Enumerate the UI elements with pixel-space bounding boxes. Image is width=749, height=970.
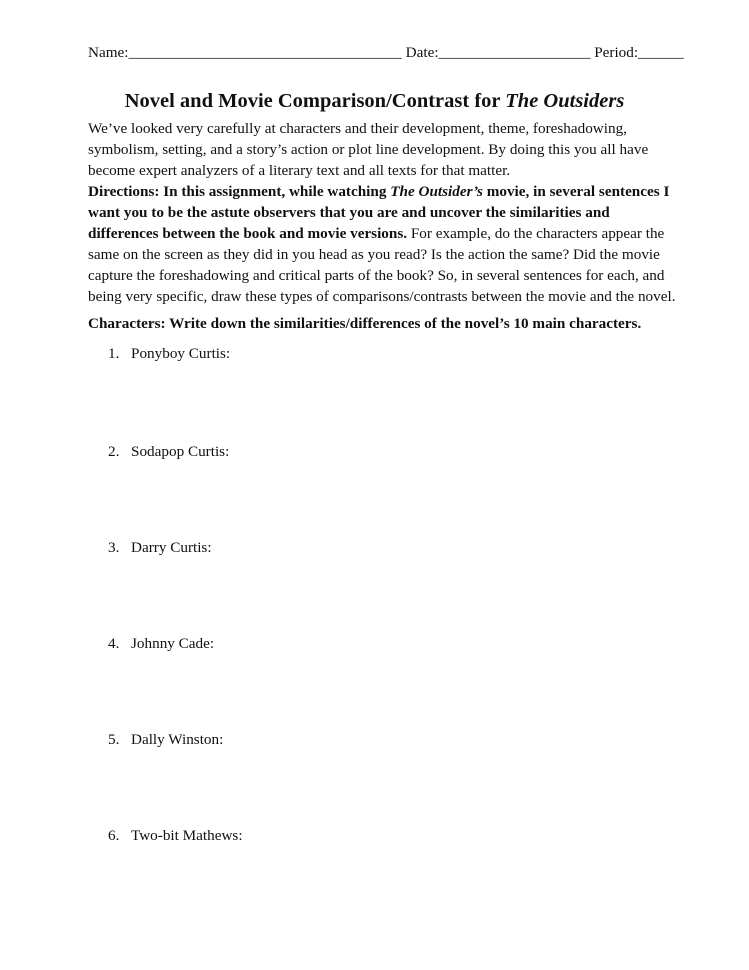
intro-line: become expert analyzers of a literary text and all texts for that matter. (88, 162, 511, 179)
item-label: Johnny Cade: (131, 635, 215, 652)
directions-line: want you to be the astute observers that you are and uncover the similarities and (88, 204, 610, 221)
title-book-name: The Outsiders (505, 90, 625, 112)
item-number: 4. (108, 635, 120, 652)
directions-book-name: The Outsider’s (390, 183, 483, 200)
item-label: Sodapop Curtis: (131, 443, 230, 460)
directions-text: differences between the book and movie versions. (88, 225, 408, 242)
directions-line: same on the screen as they did in you head as you read? Is the action the same? Did the movie (88, 246, 660, 263)
list-item (108, 345, 230, 363)
item-number: 6. (108, 827, 120, 844)
item-label: Two-bit Mathews: (131, 827, 243, 844)
item-number: 3. (108, 539, 120, 556)
title-text: Novel and Movie Comparison/Contrast for (124, 90, 506, 112)
directions-line: capture the foreshadowing and critical parts of the book? So, in several sentences for each, and (88, 267, 665, 284)
date-blank: ____________________ (438, 44, 591, 61)
list-item (108, 827, 243, 845)
item-number: 5. (108, 731, 120, 748)
directions-line: being very specific, draw these types of comparisons/contrasts between the movie and the novel. (88, 288, 676, 305)
directions-text: For example, do the characters appear the (407, 225, 665, 242)
item-label: Darry Curtis: (131, 539, 212, 556)
list-item (108, 539, 212, 557)
directions-line (88, 223, 664, 244)
item-number: 2. (108, 443, 120, 460)
intro-line: symbolism, setting, and a story’s action or plot line development. By doing this you all have (88, 141, 649, 158)
item-label: Ponyboy Curtis: (131, 345, 231, 362)
name-label: Name: (88, 44, 129, 61)
list-item (108, 635, 214, 653)
characters-heading: Characters: Write down the similarities/differences of the novel’s 10 main characters. (88, 315, 642, 332)
list-item (108, 731, 223, 749)
page-title (0, 90, 749, 113)
period-blank: ______ (638, 44, 684, 61)
item-number: 1. (108, 345, 120, 362)
name-blank: ____________________________________ (128, 44, 402, 61)
date-label: Date: (405, 44, 439, 61)
period-label: Period: (594, 44, 639, 61)
intro-line: We’ve looked very carefully at characters and their development, theme, foreshadowing, (88, 120, 627, 137)
list-item (108, 443, 229, 461)
directions-text: Directions: In this assignment, while watching (88, 183, 391, 200)
directions-line (88, 181, 669, 202)
student-info-header (88, 44, 684, 62)
directions-text: movie, in several sentences I (482, 183, 670, 200)
item-label: Dally Winston: (131, 731, 224, 748)
